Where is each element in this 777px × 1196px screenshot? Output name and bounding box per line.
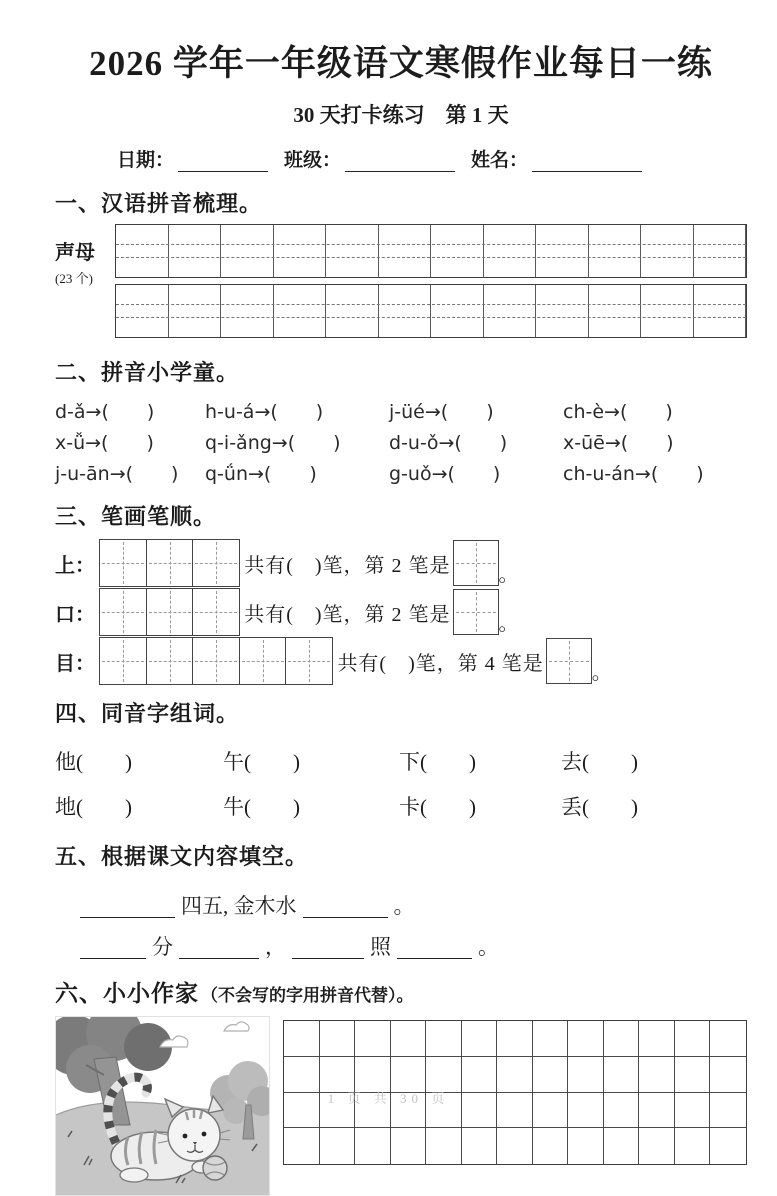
- stroke-order-row: [55, 539, 747, 587]
- pinyin-grid-cell: [379, 225, 432, 277]
- homophone-item: 去( ): [561, 749, 638, 774]
- tianzige-box: [285, 637, 333, 685]
- blank-underline: [397, 935, 472, 959]
- essay-grid-cell: [426, 1021, 462, 1057]
- pinyin-grid-cell: [641, 285, 694, 337]
- pinyin-grid-cell: [274, 285, 327, 337]
- blank-underline: [303, 894, 388, 918]
- pinyin-item-row: [55, 457, 747, 488]
- pinyin-blending-item: h-u-á→( ): [205, 401, 324, 423]
- section-6-note: （不会写的字用拼音代替）。: [201, 986, 414, 1005]
- pinyin-blending-item: j-u-ān→( ): [55, 463, 179, 485]
- section-3-heading: 三、笔画笔顺。: [55, 504, 217, 529]
- pinyin-blending-items: [55, 395, 747, 488]
- fill-in-blank-lines: [55, 881, 747, 963]
- essay-grid-cell: [568, 1021, 604, 1057]
- stroke-character-label: 口：: [55, 603, 95, 626]
- page-title: 2026 学年一年级语文寒假作业每日一练: [89, 44, 713, 83]
- section-6-heading: [55, 975, 747, 1008]
- section-6-title: 六、小小作家: [55, 981, 199, 1006]
- header-field: [117, 145, 268, 172]
- tianzige-strip: [99, 588, 240, 636]
- pinyin-grid-cell: [589, 285, 642, 337]
- section-4-heading: 四、同音字组词。: [55, 701, 240, 726]
- tianzige-strip: [99, 539, 240, 587]
- pinyin-blending-item: x-ūē→( ): [563, 432, 674, 454]
- blank-underline: [80, 894, 175, 918]
- essay-grid-cell: [675, 1128, 711, 1164]
- tianzige-box: [146, 539, 194, 587]
- field-label: 日期：: [117, 150, 175, 171]
- fill-blank-text: 。: [393, 893, 415, 918]
- essay-grid-cell: [533, 1128, 569, 1164]
- pinyin-blending-item: ch-è→( ): [563, 401, 673, 423]
- field-blank-underline: [345, 152, 455, 172]
- initials-label-block: [55, 224, 115, 344]
- pinyin-grid-cell: [326, 225, 379, 277]
- homophone-item: 他( ): [55, 749, 132, 774]
- header-field: [284, 145, 455, 172]
- pinyin-grid-cell: [116, 225, 169, 277]
- essay-grid-cell: [710, 1021, 746, 1057]
- pinyin-grid-cell: [694, 225, 747, 277]
- fill-blank-line: [77, 881, 747, 922]
- essay-grid-cell: [426, 1128, 462, 1164]
- essay-grid-cell: [462, 1021, 498, 1057]
- tianzige-box: [192, 637, 240, 685]
- pinyin-grid-row: [115, 224, 747, 278]
- section-2-heading: 二、拼音小学童。: [55, 360, 240, 385]
- pinyin-grid-cell: [484, 285, 537, 337]
- cloud-icons: [160, 1022, 249, 1047]
- stroke-answer-box: [453, 540, 499, 586]
- pinyin-grid-cell: [536, 225, 589, 277]
- essay-grid-cell: [284, 1021, 320, 1057]
- stroke-character-label: 目：: [55, 652, 95, 675]
- tianzige-box: [192, 539, 240, 587]
- essay-grid-cell: [320, 1128, 356, 1164]
- homophone-rows: [55, 738, 747, 828]
- page-subtitle: 30 天打卡练习 第 1 天: [293, 103, 509, 127]
- header-fields: [55, 145, 747, 175]
- pinyin-item-row: [55, 395, 747, 426]
- fill-blank-text: ，: [265, 934, 286, 959]
- page-footer: 1 页 共 30 页: [327, 1091, 450, 1106]
- section-1-heading: 一、汉语拼音梳理。: [55, 191, 263, 216]
- essay-grid-cell: [320, 1021, 356, 1057]
- essay-grid-cell: [391, 1128, 427, 1164]
- pinyin-blending-item: d-ǎ→( ): [55, 401, 155, 423]
- homophone-item: 地( ): [55, 794, 132, 819]
- homophone-row: [55, 738, 747, 783]
- stroke-order-rows: [55, 539, 747, 685]
- essay-grid-cell: [710, 1128, 746, 1164]
- pinyin-blending-item: q-ǘn→( ): [205, 463, 317, 485]
- stroke-character-label: 上：: [55, 554, 95, 577]
- stroke-order-row: [55, 588, 747, 636]
- stroke-question-text: 共有( )笔，第 2 笔是: [244, 603, 451, 626]
- header-field: [471, 145, 642, 172]
- stroke-question-text: 共有( )笔，第 4 笔是: [337, 652, 544, 675]
- fill-blank-text: 分: [152, 934, 173, 959]
- stroke-row-period: 。: [498, 613, 519, 635]
- ball-icon: [203, 1156, 227, 1180]
- blank-underline: [80, 935, 146, 959]
- essay-grid-cell: [639, 1128, 675, 1164]
- stroke-order-row: [55, 637, 747, 685]
- tianzige-box: [192, 588, 240, 636]
- blank-underline: [292, 935, 364, 959]
- tianzige-box: [99, 588, 147, 636]
- homophone-item: 午( ): [223, 749, 300, 774]
- pinyin-grid-cell: [694, 285, 747, 337]
- pinyin-grid-row: [115, 284, 747, 338]
- pinyin-review-block: [55, 224, 747, 344]
- stroke-row-period: 。: [498, 564, 519, 586]
- essay-grid-cell: [533, 1021, 569, 1057]
- stroke-answer-box: [453, 589, 499, 635]
- essay-grid-cell: [391, 1021, 427, 1057]
- stroke-question-text: 共有( )笔，第 2 笔是: [244, 554, 451, 577]
- field-blank-underline: [532, 152, 642, 172]
- pinyin-grid-cell: [221, 225, 274, 277]
- pinyin-grid-cell: [641, 225, 694, 277]
- fill-blank-line: [77, 922, 747, 963]
- homophone-item: 丢( ): [561, 794, 638, 819]
- essay-grid-cell: [639, 1021, 675, 1057]
- homophone-row: [55, 783, 747, 828]
- fill-blank-text: 照: [370, 934, 391, 959]
- pinyin-writing-grid: [115, 224, 747, 344]
- initials-label: 声母: [55, 242, 95, 264]
- pinyin-grid-cell: [536, 285, 589, 337]
- blank-underline: [179, 935, 259, 959]
- pinyin-blending-item: ch-u-án→( ): [563, 463, 704, 485]
- homophone-item: 牛( ): [223, 794, 300, 819]
- field-blank-underline: [178, 152, 268, 172]
- essay-grid-cell: [497, 1021, 533, 1057]
- fill-blank-text: 。: [478, 934, 499, 959]
- pinyin-blending-item: d-u-ǒ→( ): [389, 432, 508, 454]
- pinyin-grid-cell: [431, 285, 484, 337]
- homophone-item: 卡( ): [399, 794, 476, 819]
- homophone-item: 下( ): [399, 749, 476, 774]
- pinyin-blending-item: j-üé→( ): [389, 401, 494, 423]
- field-label: 姓名：: [471, 150, 529, 171]
- pinyin-grid-cell: [169, 285, 222, 337]
- pinyin-blending-item: x-ǚ→( ): [55, 432, 154, 454]
- essay-grid-cell: [355, 1021, 391, 1057]
- pinyin-grid-cell: [379, 285, 432, 337]
- pinyin-blending-item: g-uǒ→( ): [389, 463, 501, 485]
- pinyin-grid-cell: [484, 225, 537, 277]
- field-label: 班级：: [284, 150, 342, 171]
- tianzige-box: [146, 637, 194, 685]
- essay-grid-cell: [284, 1128, 320, 1164]
- pinyin-grid-cell: [431, 225, 484, 277]
- essay-grid-cell: [568, 1128, 604, 1164]
- section-5-heading: 五、根据课文内容填空。: [55, 844, 309, 869]
- pinyin-grid-cell: [589, 225, 642, 277]
- tianzige-strip: [99, 637, 333, 685]
- pinyin-item-row: [55, 426, 747, 457]
- essay-grid-cell: [497, 1128, 533, 1164]
- essay-grid-cell: [604, 1128, 640, 1164]
- tianzige-box: [146, 588, 194, 636]
- tianzige-box: [239, 637, 287, 685]
- pinyin-grid-cell: [274, 225, 327, 277]
- fill-blank-text: 四五, 金木水: [181, 893, 297, 918]
- pinyin-grid-cell: [221, 285, 274, 337]
- essay-grid-cell: [355, 1128, 391, 1164]
- pinyin-blending-item: q-i-ǎng→( ): [205, 432, 341, 454]
- stroke-answer-box: [546, 638, 592, 684]
- initials-count: (23 个): [55, 271, 93, 286]
- pinyin-grid-cell: [326, 285, 379, 337]
- stroke-row-period: 。: [591, 662, 612, 684]
- pinyin-grid-cell: [169, 225, 222, 277]
- pinyin-grid-cell: [116, 285, 169, 337]
- essay-grid-cell: [675, 1021, 711, 1057]
- essay-grid-cell: [462, 1128, 498, 1164]
- tianzige-box: [99, 539, 147, 587]
- tianzige-box: [99, 637, 147, 685]
- essay-grid-cell: [604, 1021, 640, 1057]
